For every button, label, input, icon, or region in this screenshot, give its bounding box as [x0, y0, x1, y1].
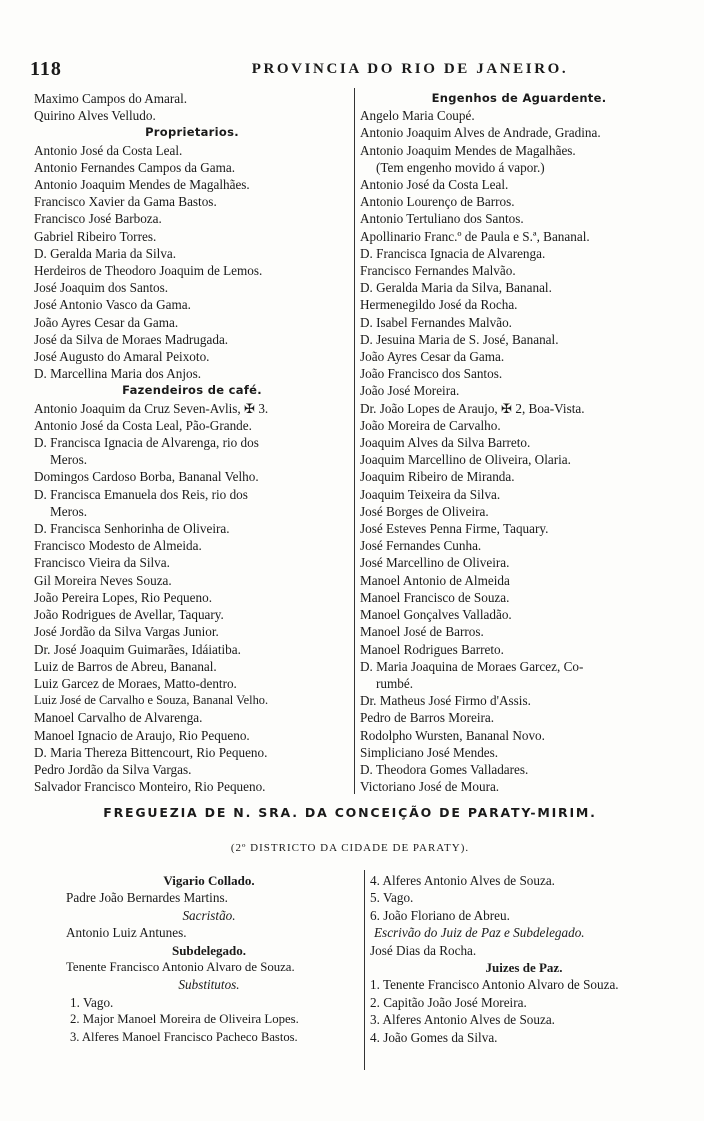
list-item: Victoriano José de Moura. [360, 779, 500, 795]
list-item: Francisco Xavier da Gama Bastos. [34, 194, 217, 210]
list-item: D. Marcellina Maria dos Anjos. [34, 366, 202, 382]
list-item: rumbé. [376, 675, 413, 691]
list-item: 2. Capitão João José Moreira. [370, 994, 527, 1010]
column-divider-bottom [364, 870, 365, 1070]
list-item: D. Francisca Emanuela dos Reis, rio dos [34, 486, 248, 502]
list-item: Antonio Fernandes Campos da Gama. [34, 159, 236, 175]
list-item: Meros. [50, 503, 87, 519]
list-item: D. Francisca Ignacia de Alvarenga. [360, 245, 546, 261]
section-heading-engenhos: Engenhos de Aguardente. [431, 91, 607, 105]
list-item: João Rodrigues de Avellar, Taquary. [34, 607, 224, 623]
list-item: Angelo Maria Coupé. [360, 108, 475, 124]
list-item: José Augusto do Amaral Peixoto. [34, 349, 210, 365]
list-item: 6. João Floriano de Abreu. [370, 907, 510, 923]
list-item: D. Theodora Gomes Valladares. [360, 761, 529, 777]
list-item: Antonio José da Costa Leal. [34, 142, 183, 158]
list-item: Antonio José da Costa Leal. [360, 177, 509, 193]
list-item: 1. Vago. [70, 994, 114, 1010]
list-item: D. Francisca Senhorinha de Oliveira. [34, 521, 230, 537]
list-item: Hermenegildo José da Rocha. [360, 297, 518, 313]
page-header [30, 58, 670, 84]
list-item: (Tem engenho movido á vapor.) [376, 159, 545, 175]
list-item: Manoel Carvalho de Alvarenga. [34, 710, 203, 726]
list-item: José Joaquim dos Santos. [34, 280, 169, 296]
list-item: Joaquim Alves da Silva Barreto. [360, 435, 531, 451]
list-item: Luiz José de Carvalho e Souza, Bananal Velho. [34, 693, 269, 708]
list-item: Antonio Joaquim Alves de Andrade, Gradina. [360, 125, 601, 141]
list-item: D. Geralda Maria da Silva. [34, 245, 177, 261]
list-item: Salvador Francisco Monteiro, Rio Pequeno. [34, 779, 266, 795]
section-subtitle: (2º DISTRICTO DA CIDADE DE PARATY). [230, 842, 470, 854]
page-title: PROVINCIA DO RIO DE JANEIRO. [251, 61, 569, 77]
column-divider [354, 88, 355, 794]
list-item: Joaquim Ribeiro de Miranda. [360, 469, 515, 485]
list-item: D. Jesuina Maria de S. José, Bananal. [360, 331, 559, 347]
list-item: Herdeiros de Theodoro Joaquim de Lemos. [34, 263, 263, 279]
list-item: José Antonio Vasco da Gama. [34, 297, 191, 313]
list-item: Francisco José Barboza. [34, 211, 162, 227]
list-item: João Pereira Lopes, Rio Pequeno. [34, 589, 212, 605]
list-item: 2. Major Manoel Moreira de Oliveira Lopes. [70, 1012, 299, 1027]
page-number: 118 [30, 58, 62, 80]
list-item: D. Maria Thereza Bittencourt, Rio Pequeno. [34, 744, 268, 760]
list-item: José Marcellino de Oliveira. [360, 555, 510, 571]
list-item: Manoel Gonçalves Valladão. [360, 607, 512, 623]
list-item: Tenente Francisco Antonio Alvaro de Souza. [66, 960, 295, 975]
list-item: José Esteves Penna Firme, Taquary. [360, 521, 549, 537]
list-item: Dr. João Lopes de Araujo, ✠ 2, Boa-Vista. [360, 400, 585, 416]
list-item: Domingos Cardoso Borba, Bananal Velho. [34, 469, 259, 485]
list-item: Francisco Fernandes Malvão. [360, 263, 516, 279]
list-item: 1. Tenente Francisco Antonio Alvaro de Souza. [370, 977, 619, 993]
list-item: Antonio Joaquim Mendes de Magalhães. [34, 177, 250, 193]
section-heading-fazendeiros: Fazendeiros de café. [122, 383, 262, 398]
right-column [360, 90, 678, 795]
list-item: D. Francisca Ignacia de Alvarenga, rio dos [34, 435, 259, 451]
list-item: Quirino Alves Velludo. [34, 108, 156, 124]
list-item: Gil Moreira Neves Souza. [34, 572, 172, 588]
list-item: 5. Vago. [370, 890, 414, 906]
list-item: Francisco Modesto de Almeida. [34, 538, 202, 554]
list-item: D. Isabel Fernandes Malvão. [360, 314, 512, 330]
list-item: João Moreira de Carvalho. [360, 417, 501, 433]
list-item: Antonio Joaquim da Cruz Seven-Avlis, ✠ 3. [34, 400, 269, 416]
list-item: Luiz de Barros de Abreu, Bananal. [34, 658, 217, 674]
list-item: 3. Alferes Manoel Francisco Pacheco Bastos. [70, 1029, 298, 1044]
list-item: Apollinario Franc.º de Paula e S.ª, Bananal. [360, 228, 590, 244]
list-item: Manoel Ignacio de Araujo, Rio Pequeno. [34, 727, 250, 743]
list-item: José da Silva de Moraes Madrugada. [34, 331, 229, 347]
heading-vigario: Vigario Collado. [163, 873, 255, 888]
list-item: Manoel Rodrigues Barreto. [360, 641, 504, 657]
list-item: Dr. Matheus José Firmo d'Assis. [360, 693, 531, 709]
list-item: 4. Alferes Antonio Alves de Souza. [370, 873, 555, 888]
list-item: Antonio Tertuliano dos Santos. [360, 211, 524, 227]
list-item: Gabriel Ribeiro Torres. [34, 228, 157, 244]
list-item: Padre João Bernardes Martins. [66, 890, 228, 906]
list-item: Joaquim Teixeira da Silva. [360, 486, 501, 502]
list-item: Manoel Francisco de Souza. [360, 589, 510, 605]
list-item: Antonio Lourenço de Barros. [360, 194, 515, 210]
list-item: José Jordão da Silva Vargas Junior. [34, 624, 219, 640]
section-heading-proprietarios: Proprietarios. [145, 125, 239, 140]
heading-subdelegado: Subdelegado. [171, 942, 247, 958]
heading-substitutos: Substitutos. [178, 977, 240, 993]
bottom-left-column [58, 872, 360, 1046]
list-item: Francisco Vieira da Silva. [34, 555, 170, 571]
list-item: João Ayres Cesar da Gama. [34, 314, 179, 330]
list-item: Luiz Garcez de Moraes, Matto-dentro. [34, 675, 237, 691]
list-item: Rodolpho Wursten, Bananal Novo. [360, 727, 545, 743]
heading-juizes: Juizes de Paz. [485, 960, 563, 976]
list-item: Manoel José de Barros. [360, 624, 484, 640]
section-title: FREGUEZIA DE N. SRA. DA CONCEIÇÃO DE PARATY-MIRIM. [103, 805, 597, 820]
list-item: José Dias da Rocha. [370, 942, 477, 958]
list-item: Meros. [50, 452, 87, 468]
list-item: D. Maria Joaquina de Moraes Garcez, Co- [360, 658, 584, 674]
bottom-right-column [370, 872, 678, 1046]
list-item: João Francisco dos Santos. [360, 366, 503, 382]
list-item: Simpliciano José Mendes. [360, 744, 499, 760]
list-item: João José Moreira. [360, 383, 460, 399]
list-item: 3. Alferes Antonio Alves de Souza. [370, 1012, 555, 1028]
list-item: 4. João Gomes da Silva. [370, 1029, 498, 1045]
list-item: Maximo Campos do Amaral. [34, 91, 188, 106]
left-column [34, 90, 350, 795]
list-item: Joaquim Marcellino de Oliveira, Olaria. [360, 452, 571, 468]
list-item: Dr. José Joaquim Guimarães, Idáiatiba. [34, 641, 241, 657]
list-item: Pedro de Barros Moreira. [360, 710, 495, 726]
list-item: José Borges de Oliveira. [360, 503, 489, 519]
heading-escrivao: Escrivão do Juiz de Paz e Subdelegado. [374, 925, 585, 941]
list-item: Pedro Jordão da Silva Vargas. [34, 761, 192, 777]
list-item: José Fernandes Cunha. [360, 538, 482, 554]
list-item: D. Geralda Maria da Silva, Bananal. [360, 280, 552, 296]
list-item: Manoel Antonio de Almeida [360, 572, 510, 588]
list-item: Antonio Luiz Antunes. [66, 925, 187, 941]
list-item: João Ayres Cesar da Gama. [360, 349, 505, 365]
list-item: Antonio José da Costa Leal, Pão-Grande. [34, 417, 252, 433]
list-item: Antonio Joaquim Mendes de Magalhães. [360, 142, 576, 158]
heading-sacristao: Sacristão. [182, 907, 236, 923]
